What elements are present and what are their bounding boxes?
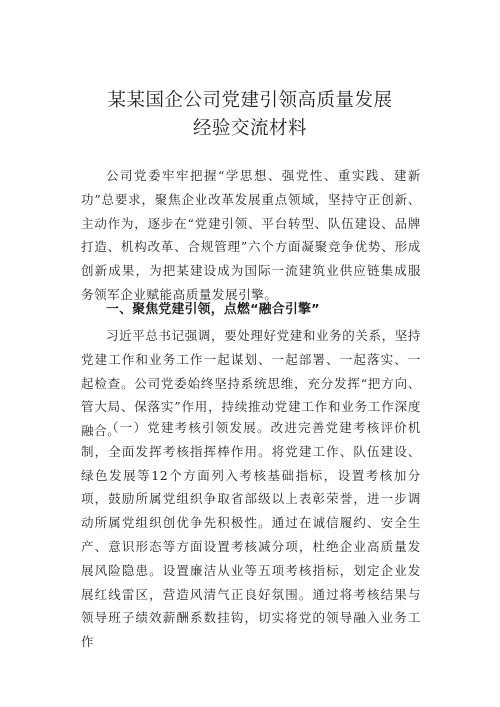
section-heading: 一、聚焦党建引领，点燃“融合引擎” xyxy=(106,302,320,317)
document-title-line2: 经验交流材料 xyxy=(192,118,307,139)
document-title-line1: 某某国企公司党建引领高质量发展 xyxy=(107,90,393,111)
subsection-paragraph: （一）党建考核引领发展。改进完善党建考核评价机制，全面发挥考核指挥棒作用。将党建工作、队伍建设、绿色发展等12个方面列入考核基础指标，设置考核加分项，鼓励所属党组织争取省部级以上表彰荣誉，进一步调动所属党组织创优争先积极性。通过在诚信履约、安全生产、意识形态等方面设置考核减分项，杜绝企业高质量发展风险隐患。设置廉洁从业等五项考核指标，划定企业发展红线雷区，营造风清气正良好氛围。通过将考核结果与领导班子绩效薪酬系数挂钩，切实将党的领导融入业务工作 xyxy=(81,420,421,650)
intro-paragraph: 公司党委牢牢把握“学思想、强党性、重实践、建新功”总要求，聚焦企业改革发展重点领域，坚持守正创新、主动作为，逐步在“党建引领、平台转型、队伍建设、品牌打造、机构改革、合规管理”六个方面凝聚竞争优势、形成创新成果，为把某建设成为国际一流建筑业供应链集成服务领军企业赋能高质量发展引擎。 xyxy=(81,168,421,302)
section-paragraph: 习近平总书记强调，要处理好党建和业务的关系，坚持党建工作和业务工作一起谋划、一起部署、一起落实、一起检查。公司党委始终坚持系统思维，充分发挥“把方向、管大局、保落实”作用，持续推动党建工作和业务工作深度融合。 xyxy=(81,328,421,439)
